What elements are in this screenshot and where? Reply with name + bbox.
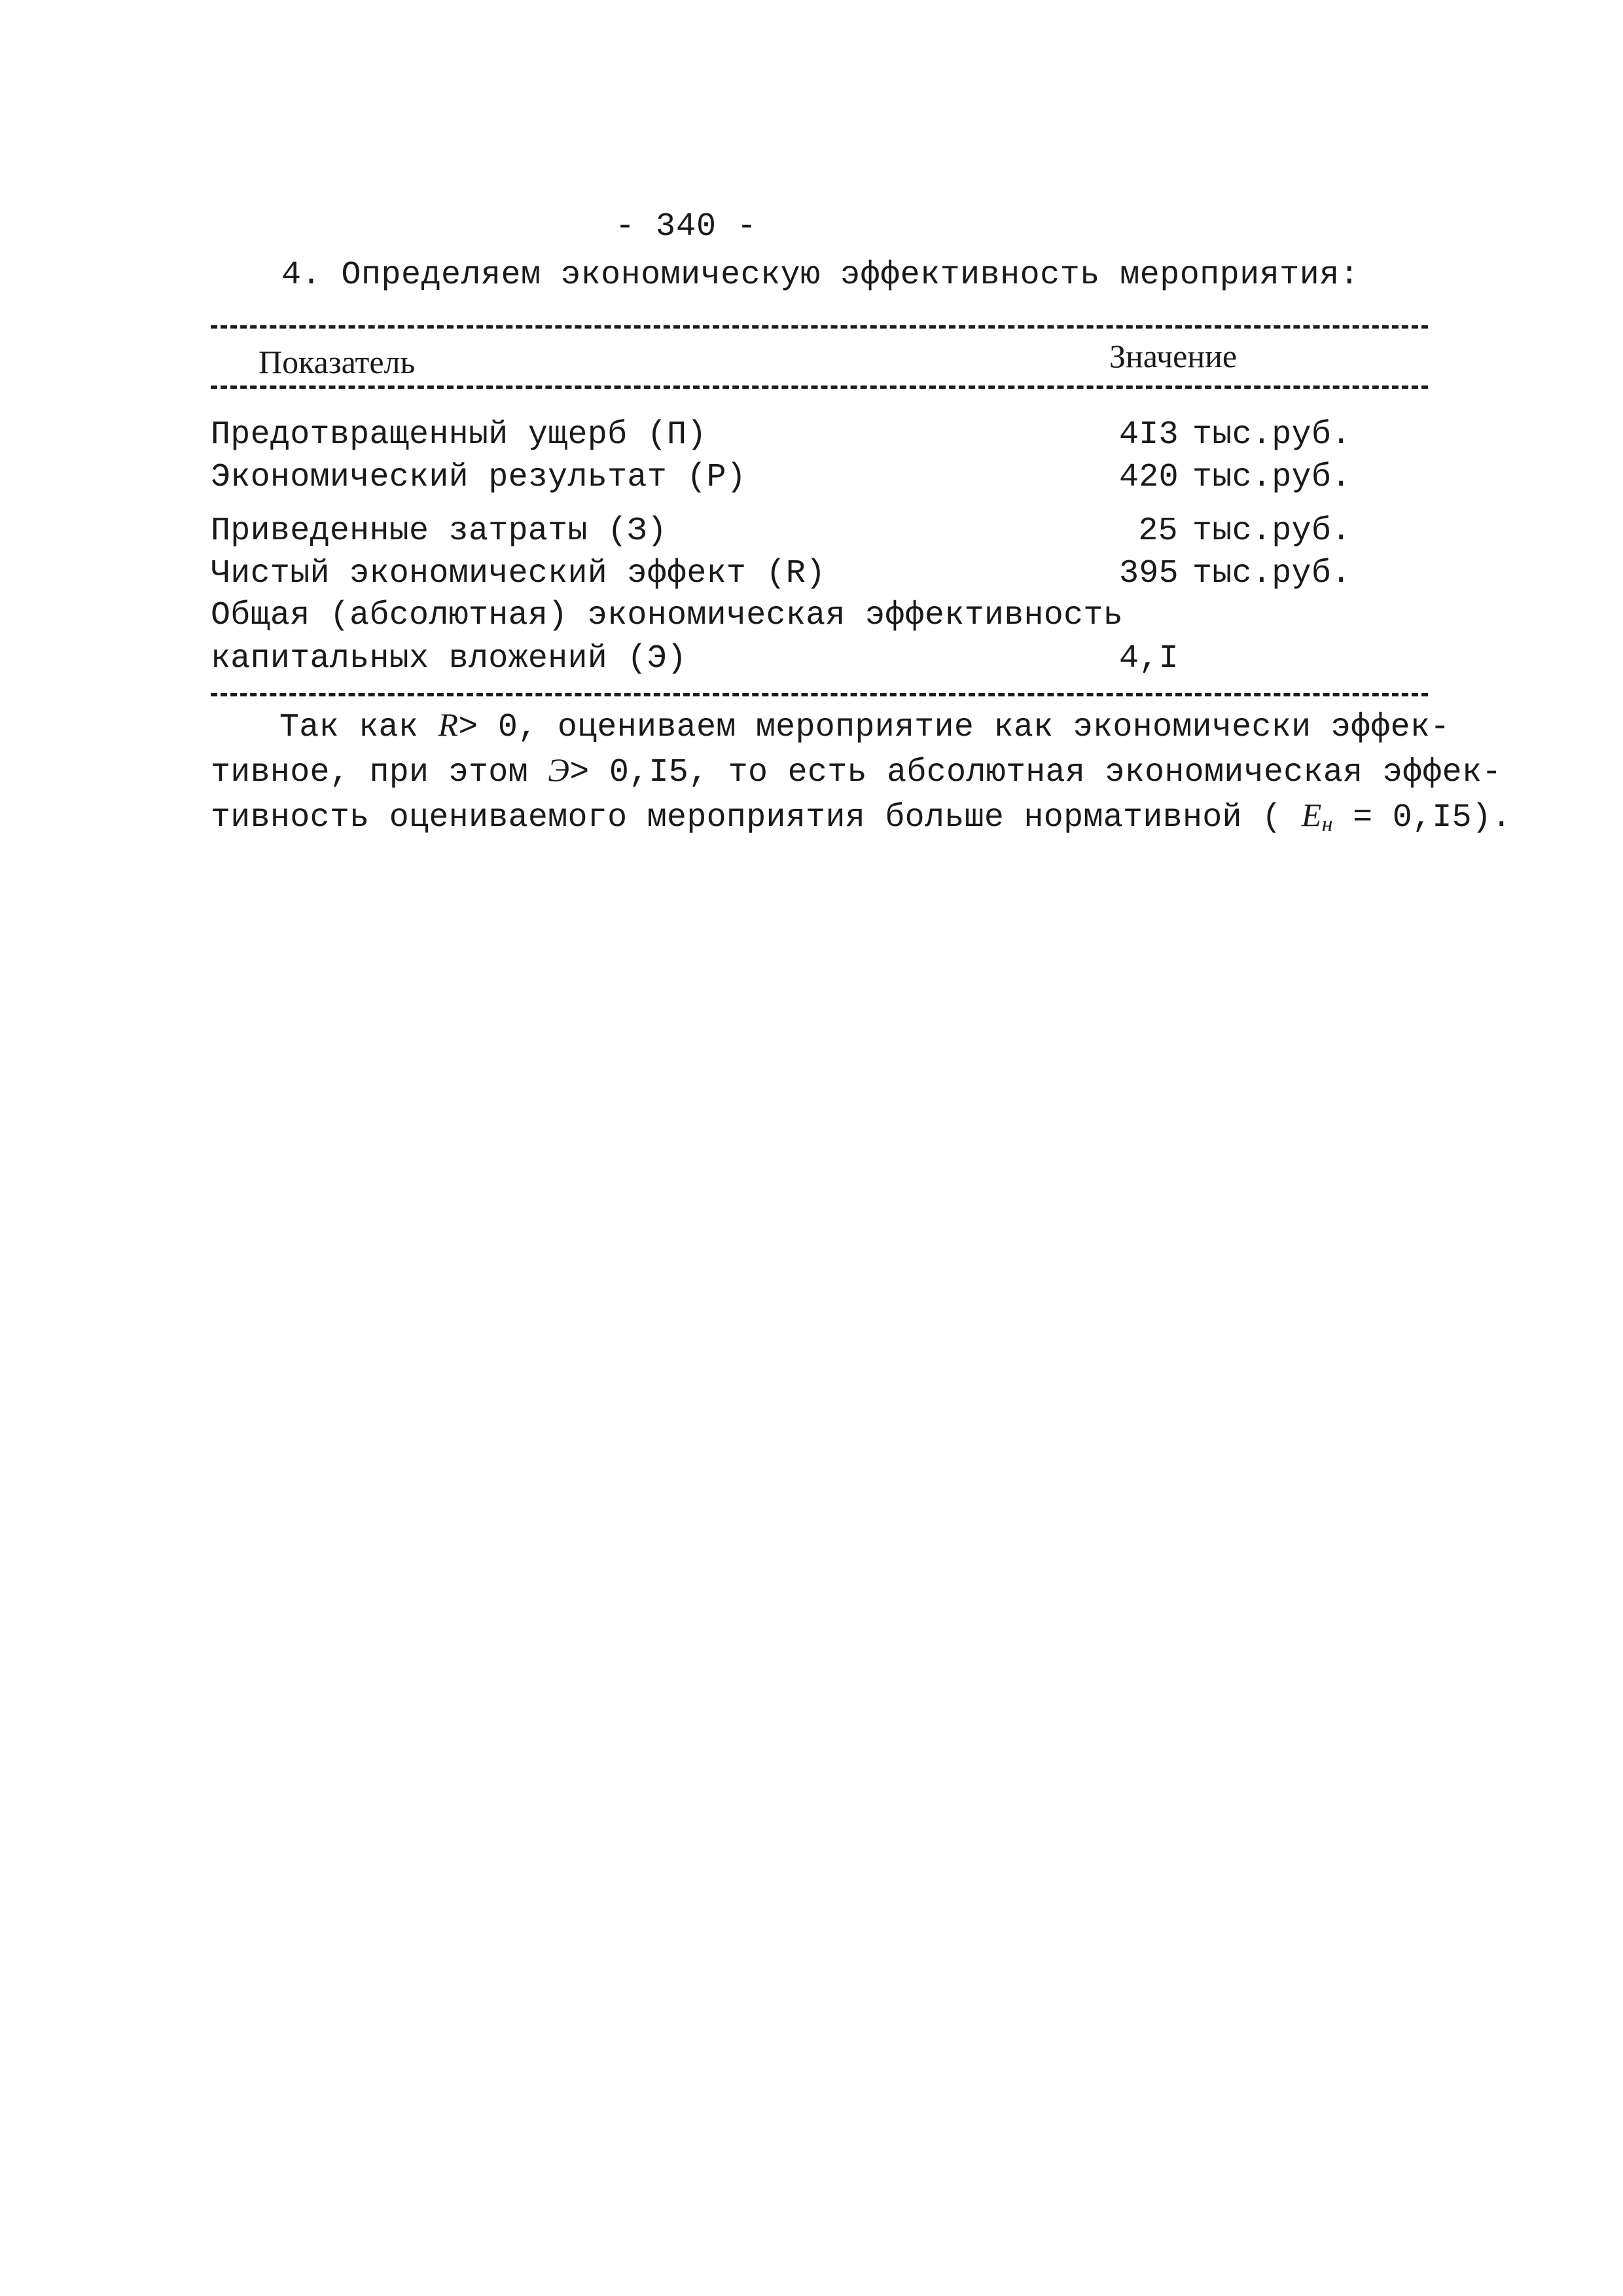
row-label: Приведенные затраты (З) <box>211 512 668 550</box>
conclusion-text: Так как <box>279 709 438 746</box>
symbol-en: E <box>1301 797 1322 833</box>
symbol-r: R <box>438 706 459 743</box>
row-unit: тыс.руб. <box>1192 555 1351 592</box>
section-heading: 4. Определяем экономическую эффективность мероприятия: <box>281 257 1360 294</box>
row-value: 395 <box>1119 555 1179 592</box>
symbol-e: Э <box>548 751 570 788</box>
conclusion-text: = 0,I5). <box>1332 799 1512 836</box>
row-value: 4,I <box>1119 640 1179 677</box>
conclusion-line <box>211 704 1450 749</box>
table-header-rule <box>211 386 1428 389</box>
row-label: Экономический результат (Р) <box>211 459 747 496</box>
conclusion-text: > 0,I5, то есть абсолютная экономическая эффек- <box>569 754 1502 791</box>
conclusion-text: тивность оцениваемого мероприятия больше нормативной ( <box>211 799 1302 836</box>
row-unit: тыс.руб. <box>1192 459 1351 496</box>
conclusion-line <box>211 794 1512 846</box>
table-bottom-rule <box>211 693 1428 696</box>
row-unit: тыс.руб. <box>1192 416 1351 454</box>
row-value: 4I3 <box>1119 416 1179 454</box>
table-top-rule <box>211 325 1428 329</box>
column-header-indicator: Показатель <box>259 344 416 380</box>
row-label: Общая (абсолютная) экономическая эффективность <box>211 597 1124 634</box>
row-value: 420 <box>1119 459 1179 496</box>
row-label: Чистый экономический эффект (R) <box>211 555 826 592</box>
conclusion-paragraph <box>211 704 1512 846</box>
conclusion-text: тивное, при этом <box>211 754 548 791</box>
row-unit: тыс.руб. <box>1192 512 1351 550</box>
symbol-en-subscript: н <box>1321 812 1333 836</box>
column-header-value: Значение <box>1109 338 1238 374</box>
conclusion-line <box>211 749 1502 794</box>
row-label: капитальных вложений (Э) <box>211 640 687 677</box>
row-label: Предотвращенный ущерб (П) <box>211 416 707 454</box>
conclusion-text: > 0, оцениваем мероприятие как экономически эффек- <box>458 709 1450 746</box>
page-number: - 340 - <box>615 208 758 245</box>
row-value: 25 <box>1138 512 1178 550</box>
